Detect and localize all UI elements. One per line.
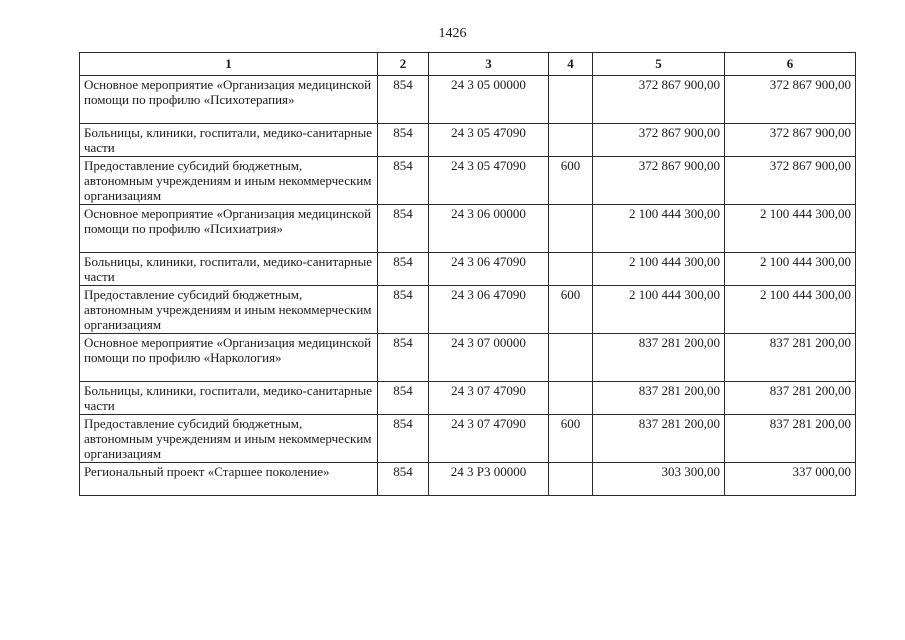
row-name: Предоставление субсидий бюджетным, автономным учреждениям и иным некоммерческим организациям: [80, 286, 378, 334]
row-sum-1: 837 281 200,00: [593, 382, 725, 415]
row-target-article: 24 3 06 47090: [429, 286, 549, 334]
row-sum-1: 372 867 900,00: [593, 124, 725, 157]
row-target-article: 24 3 07 47090: [429, 382, 549, 415]
row-target-article: 24 3 P3 00000: [429, 463, 549, 496]
row-expense-type: [549, 205, 593, 253]
row-name: Основное мероприятие «Организация медицинской помощи по профилю «Психиатрия»: [80, 205, 378, 253]
row-sum-2: 2 100 444 300,00: [725, 286, 856, 334]
row-name: Предоставление субсидий бюджетным, автономным учреждениям и иным некоммерческим организациям: [80, 415, 378, 463]
row-sum-2: 2 100 444 300,00: [725, 205, 856, 253]
table-row: [80, 415, 856, 463]
row-sum-2: 372 867 900,00: [725, 157, 856, 205]
table-row: [80, 124, 856, 157]
row-target-article: 24 3 05 47090: [429, 124, 549, 157]
row-target-article: 24 3 07 00000: [429, 334, 549, 382]
column-header-3: 3: [429, 53, 549, 76]
table-row: [80, 76, 856, 124]
row-name: Основное мероприятие «Организация медицинской помощи по профилю «Наркология»: [80, 334, 378, 382]
row-sum-2: 2 100 444 300,00: [725, 253, 856, 286]
row-expense-type: 600: [549, 286, 593, 334]
row-code: 854: [378, 382, 429, 415]
row-code: 854: [378, 124, 429, 157]
row-code: 854: [378, 157, 429, 205]
table-row: [80, 157, 856, 205]
row-sum-1: 303 300,00: [593, 463, 725, 496]
column-header-2: 2: [378, 53, 429, 76]
row-target-article: 24 3 05 47090: [429, 157, 549, 205]
row-expense-type: 600: [549, 157, 593, 205]
row-target-article: 24 3 06 00000: [429, 205, 549, 253]
row-name: Региональный проект «Старшее поколение»: [80, 463, 378, 496]
row-sum-1: 2 100 444 300,00: [593, 253, 725, 286]
row-code: 854: [378, 286, 429, 334]
row-sum-1: 2 100 444 300,00: [593, 205, 725, 253]
row-name: Больницы, клиники, госпитали, медико-санитарные части: [80, 253, 378, 286]
row-code: 854: [378, 253, 429, 286]
table-row: [80, 382, 856, 415]
row-sum-1: 837 281 200,00: [593, 334, 725, 382]
row-sum-1: 372 867 900,00: [593, 157, 725, 205]
column-header-1: 1: [80, 53, 378, 76]
row-code: 854: [378, 463, 429, 496]
row-code: 854: [378, 205, 429, 253]
column-header-4: 4: [549, 53, 593, 76]
row-expense-type: [549, 463, 593, 496]
row-code: 854: [378, 415, 429, 463]
table-row: [80, 463, 856, 496]
table-row: [80, 334, 856, 382]
row-expense-type: [549, 382, 593, 415]
row-expense-type: 600: [549, 415, 593, 463]
row-code: 854: [378, 76, 429, 124]
row-sum-1: 837 281 200,00: [593, 415, 725, 463]
row-sum-2: 837 281 200,00: [725, 334, 856, 382]
row-sum-1: 372 867 900,00: [593, 76, 725, 124]
table-row: [80, 253, 856, 286]
row-sum-2: 372 867 900,00: [725, 76, 856, 124]
table-row: [80, 205, 856, 253]
row-expense-type: [549, 334, 593, 382]
row-code: 854: [378, 334, 429, 382]
page-number: 1426: [438, 26, 467, 41]
row-sum-2: 837 281 200,00: [725, 382, 856, 415]
row-name: Предоставление субсидий бюджетным, автономным учреждениям и иным некоммерческим организациям: [80, 157, 378, 205]
row-sum-2: 372 867 900,00: [725, 124, 856, 157]
row-name: Больницы, клиники, госпитали, медико-санитарные части: [80, 124, 378, 157]
table-header-row: [80, 53, 856, 76]
row-target-article: 24 3 05 00000: [429, 76, 549, 124]
budget-table: [79, 52, 856, 496]
row-target-article: 24 3 06 47090: [429, 253, 549, 286]
row-sum-2: 837 281 200,00: [725, 415, 856, 463]
row-expense-type: [549, 253, 593, 286]
row-expense-type: [549, 76, 593, 124]
row-sum-2: 337 000,00: [725, 463, 856, 496]
column-header-6: 6: [725, 53, 856, 76]
row-name: Основное мероприятие «Организация медицинской помощи по профилю «Психотерапия»: [80, 76, 378, 124]
row-name: Больницы, клиники, госпитали, медико-санитарные части: [80, 382, 378, 415]
row-expense-type: [549, 124, 593, 157]
column-header-5: 5: [593, 53, 725, 76]
row-sum-1: 2 100 444 300,00: [593, 286, 725, 334]
row-target-article: 24 3 07 47090: [429, 415, 549, 463]
table-row: [80, 286, 856, 334]
